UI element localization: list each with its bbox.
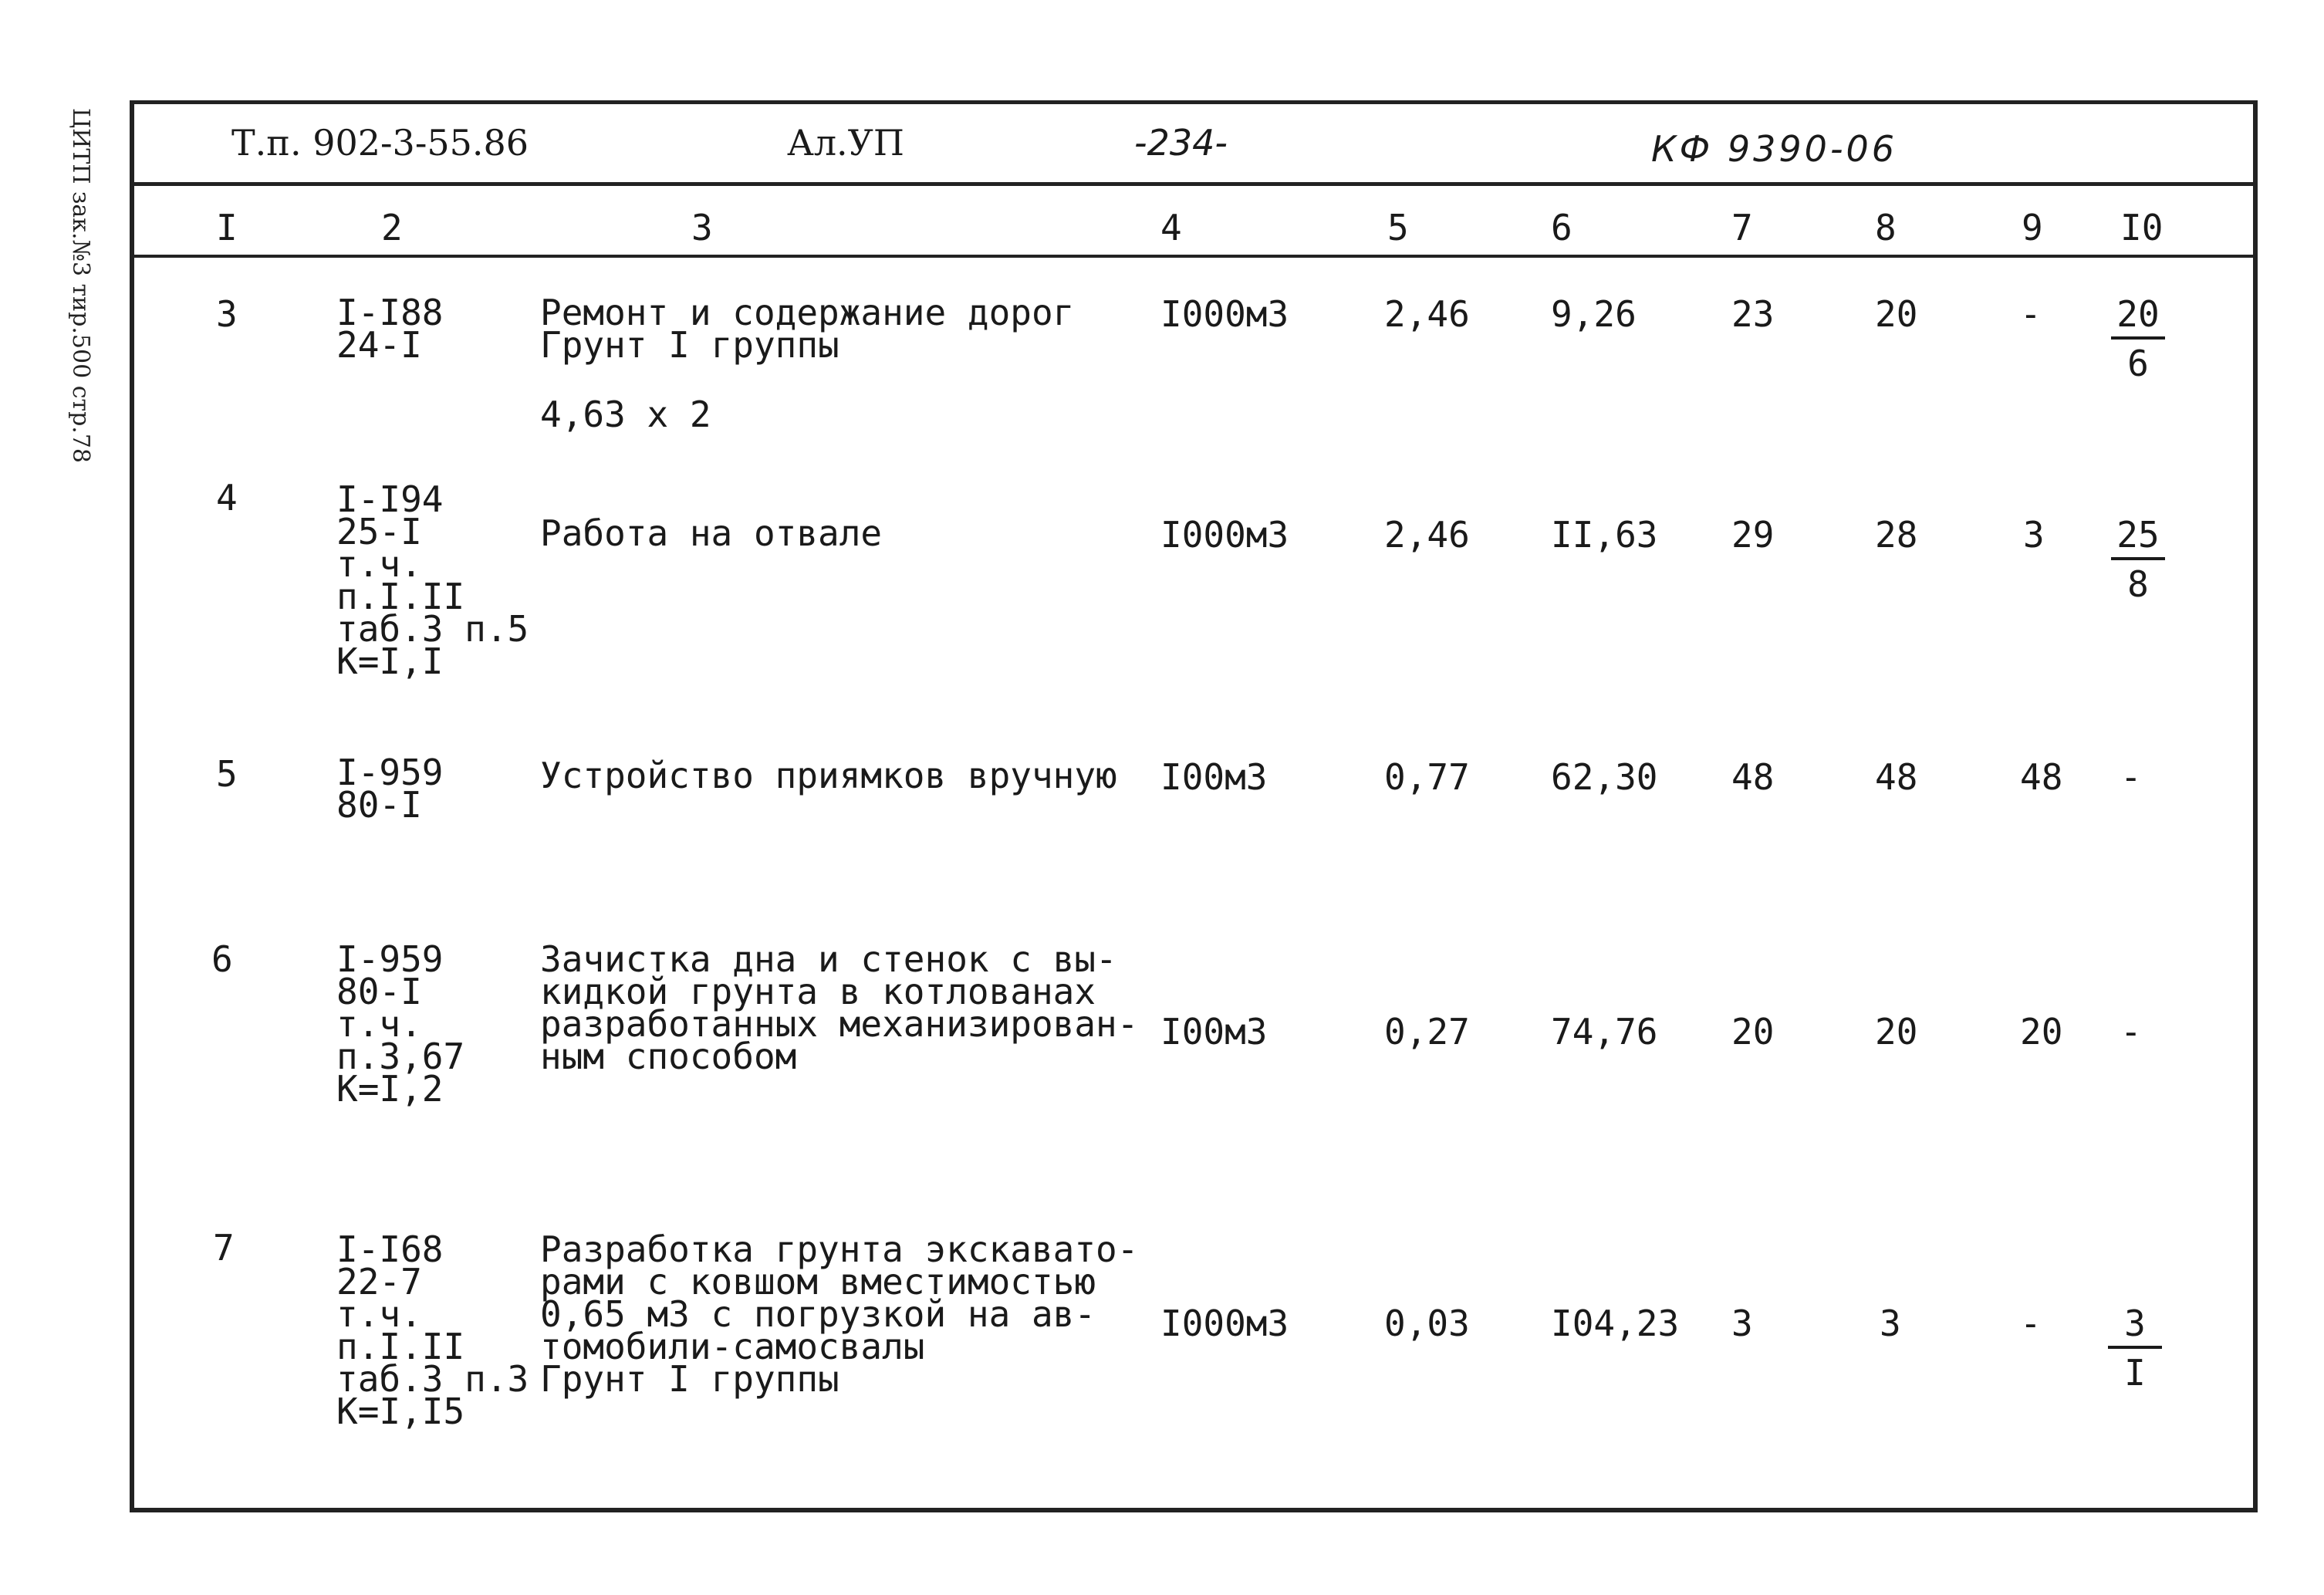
col9-value: - bbox=[2020, 293, 2042, 335]
col7-value: 23 bbox=[1731, 293, 1775, 335]
work-name: Зачистка дна и стенок с вы- кидкой грунта в котлованах разработанных механизирован- ным способом bbox=[540, 938, 1139, 1077]
fraction-numerator: 25 bbox=[2116, 514, 2160, 556]
col10-fraction bbox=[2108, 1303, 2162, 1394]
unit-price: II,63 bbox=[1551, 514, 1658, 556]
work-name: Ремонт и содержание дорог Грунт I группы bbox=[540, 292, 1075, 366]
header-rule bbox=[130, 182, 2258, 186]
fraction-denominator: 6 bbox=[2127, 343, 2149, 384]
column-header-8: 8 bbox=[1875, 207, 1897, 248]
unit-price: 62,30 bbox=[1551, 756, 1658, 798]
side-stamp bbox=[66, 108, 113, 509]
work-name: Устройство приямков вручную bbox=[540, 755, 1117, 796]
column-header-6: 6 bbox=[1551, 207, 1572, 248]
col10-fraction bbox=[2111, 514, 2165, 605]
col10-value: - bbox=[2120, 756, 2142, 798]
quantity: 2,46 bbox=[1384, 514, 1470, 556]
norm-code: I-I68 22-7 т.ч. п.I.II таб.3 п.3 К=I,I5 bbox=[336, 1228, 529, 1432]
norm-code: I-I88 24-I bbox=[336, 292, 444, 366]
quantity: 2,46 bbox=[1384, 293, 1470, 335]
col8-value: 20 bbox=[1875, 293, 1918, 335]
column-header-2: 2 bbox=[381, 207, 403, 248]
album-label: Ал.УП bbox=[787, 122, 905, 164]
column-header-3: 3 bbox=[691, 207, 713, 248]
side-stamp-text: ЦИТП зак.№3 тир.500 стр.78 bbox=[67, 108, 94, 464]
col7-value: 29 bbox=[1731, 514, 1775, 556]
quantity: 0,77 bbox=[1384, 756, 1470, 798]
norm-code: I-959 80-I bbox=[336, 752, 444, 826]
fraction-denominator: I bbox=[2124, 1352, 2146, 1394]
col9-value: - bbox=[2020, 1303, 2042, 1344]
page-number: -234- bbox=[1134, 122, 1228, 164]
work-name: Работа на отвале bbox=[540, 512, 883, 554]
fraction-bar bbox=[2111, 336, 2165, 340]
fraction-denominator: 8 bbox=[2127, 563, 2149, 605]
unit: I000м3 bbox=[1160, 1303, 1289, 1344]
row-number: 7 bbox=[213, 1227, 235, 1269]
unit: I000м3 bbox=[1160, 514, 1289, 556]
row-number: 6 bbox=[211, 938, 233, 980]
col7-value: 48 bbox=[1731, 756, 1775, 798]
unit-price: I04,23 bbox=[1551, 1303, 1680, 1344]
unit-price: 9,26 bbox=[1551, 293, 1637, 335]
fraction-bar bbox=[2108, 1346, 2162, 1349]
row-number: 3 bbox=[216, 293, 238, 335]
column-header-4: 4 bbox=[1160, 207, 1182, 248]
col7-value: 20 bbox=[1731, 1011, 1775, 1053]
work-note: 4,63 x 2 bbox=[540, 394, 711, 435]
document-code: КФ 9390-06 bbox=[1651, 128, 1898, 170]
col7-value: 3 bbox=[1731, 1303, 1753, 1344]
col10-value: - bbox=[2120, 1011, 2142, 1053]
unit: I00м3 bbox=[1160, 756, 1268, 798]
column-header-10: I0 bbox=[2120, 207, 2164, 248]
col8-value: 20 bbox=[1875, 1011, 1918, 1053]
quantity: 0,03 bbox=[1384, 1303, 1470, 1344]
norm-code: I-959 80-I т.ч. п.3,67 К=I,2 bbox=[336, 938, 465, 1110]
column-header-9: 9 bbox=[2022, 207, 2043, 248]
project-number: Т.п. 902-3-55.86 bbox=[231, 122, 529, 164]
col8-value: 48 bbox=[1875, 756, 1918, 798]
col9-value: 48 bbox=[2020, 756, 2063, 798]
unit: I000м3 bbox=[1160, 293, 1289, 335]
row-number: 5 bbox=[216, 753, 238, 795]
col9-value: 20 bbox=[2020, 1011, 2063, 1053]
unit: I00м3 bbox=[1160, 1011, 1268, 1053]
row-number: 4 bbox=[216, 477, 238, 519]
column-header-rule bbox=[130, 255, 2258, 258]
fraction-bar bbox=[2111, 557, 2165, 560]
quantity: 0,27 bbox=[1384, 1011, 1470, 1053]
col9-value: 3 bbox=[2023, 514, 2045, 556]
norm-code: I-I94 25-I т.ч. п.I.II таб.3 п.5 К=I,I bbox=[336, 478, 529, 682]
column-header-7: 7 bbox=[1731, 207, 1753, 248]
col8-value: 3 bbox=[1880, 1303, 1901, 1344]
work-name: Разработка грунта экскавато- рами с ковшом вместимостью 0,65 м3 с погрузкой на ав- томобили-самосвалы Грунт I группы bbox=[540, 1228, 1139, 1400]
col10-fraction bbox=[2111, 293, 2165, 384]
column-header-5: 5 bbox=[1387, 207, 1409, 248]
fraction-numerator: 20 bbox=[2116, 293, 2160, 335]
col8-value: 28 bbox=[1875, 514, 1918, 556]
fraction-numerator: 3 bbox=[2124, 1303, 2146, 1344]
unit-price: 74,76 bbox=[1551, 1011, 1658, 1053]
column-header-1: I bbox=[216, 207, 238, 248]
